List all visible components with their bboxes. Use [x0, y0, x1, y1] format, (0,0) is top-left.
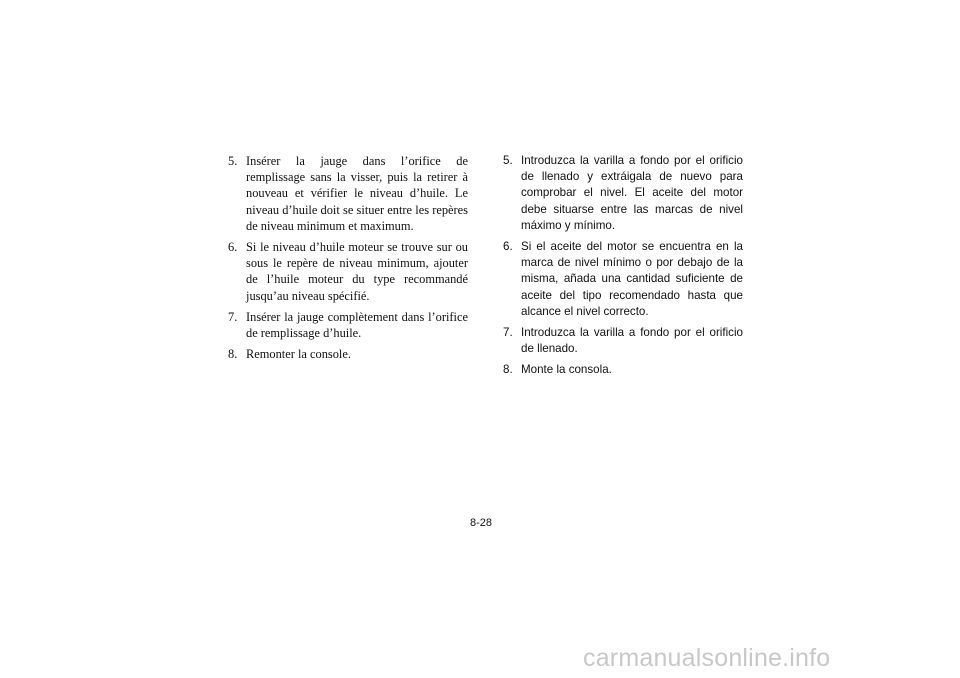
step-number: 6.: [228, 240, 238, 255]
list-item: [228, 153, 468, 234]
spanish-column: [503, 153, 743, 384]
french-steps-list: [228, 153, 468, 362]
list-item: [503, 362, 743, 378]
step-text: Introduzca la varilla a fondo por el orificio de llenado.: [521, 326, 743, 356]
step-text: Insérer la jauge complètement dans l’orifice de remplissage d’huile.: [246, 309, 468, 341]
step-number: 7.: [228, 309, 238, 324]
list-item: [228, 239, 468, 304]
step-text: Introduzca la varilla a fondo por el orificio de llenado y extráigala de nuevo para comprobar el nivel. El aceite del motor debe situarse entre las marcas de nivel máximo y mínimo.: [521, 154, 743, 232]
step-text: Insérer la jauge dans l’orifice de remplissage sans la visser, puis la retirer à nouveau et vérifier le niveau d’huile. Le niveau d’huile doit se situer entre les repères de niveau minimum et maximum.: [246, 154, 468, 233]
step-text: Si el aceite del motor se encuentra en la marca de nivel mínimo o por debajo de la misma, añada una cantidad suficiente de aceite del tipo recomendado hasta que alcance el nivel correcto.: [521, 240, 743, 318]
step-number: 6.: [503, 240, 513, 254]
list-item: [503, 325, 743, 357]
step-number: 8.: [503, 363, 513, 377]
step-text: Monte la consola.: [521, 363, 612, 377]
spanish-steps-list: [503, 153, 743, 379]
french-column: [228, 153, 468, 367]
list-item: [503, 239, 743, 320]
step-text: Si le niveau d’huile moteur se trouve sur ou sous le repère de niveau minimum, ajouter de l’huile moteur du type recommandé jusqu’au niveau spécifié.: [246, 240, 468, 303]
step-number: 5.: [503, 154, 513, 167]
list-item: [228, 309, 468, 341]
step-number: 7.: [503, 326, 513, 340]
list-item: [503, 153, 743, 234]
step-number: 8.: [228, 347, 238, 362]
step-text: Remonter la console.: [246, 347, 351, 362]
list-item: [228, 346, 468, 362]
page-number: 8-28: [470, 517, 493, 529]
watermark: carmanualsonline.info: [583, 644, 831, 672]
step-number: 5.: [228, 154, 238, 168]
